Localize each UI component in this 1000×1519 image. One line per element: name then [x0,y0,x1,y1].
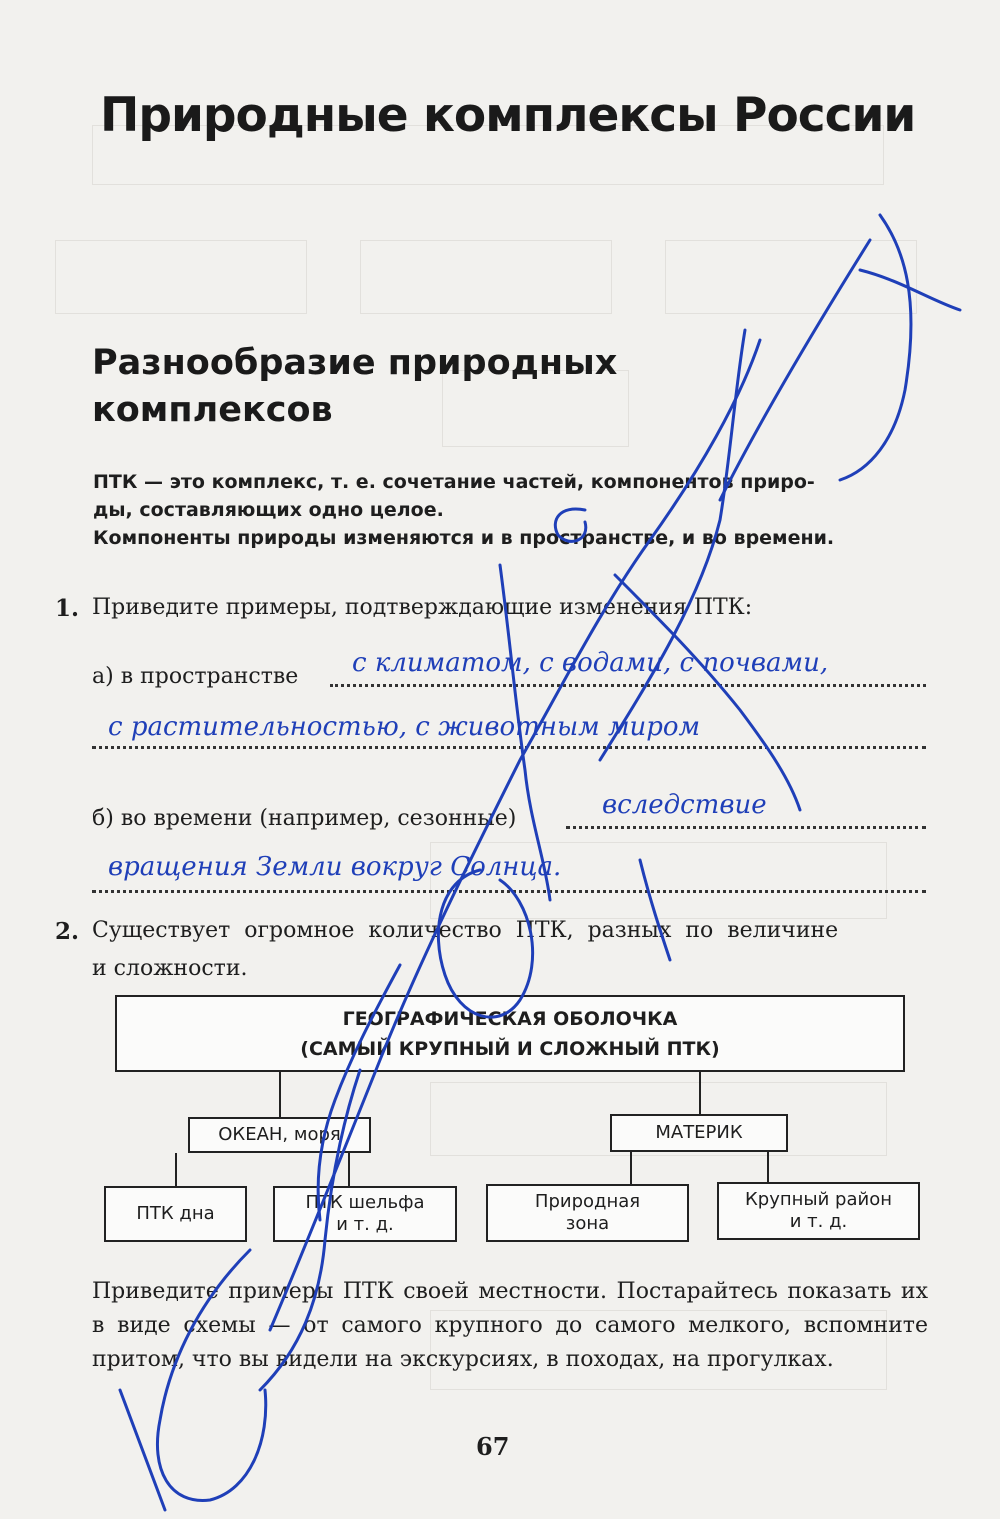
definition-line: ПТК — это комплекс, т. е. сочетание частей, компонентов приро- [93,471,815,493]
task-number: 2. [55,918,80,945]
ink-stroke [120,1390,165,1510]
page-number: 67 [476,1432,510,1461]
scheme-root-line2: (САМЫЙ КРУПНЫЙ И СЛОЖНЫЙ ПТК) [300,1037,720,1060]
handwritten-answer-a2: с растительностью, с животным миром [108,712,701,742]
section-title [92,340,617,434]
answer-line [92,746,926,749]
scheme-connector [175,1153,177,1186]
answer-a-label: а) в пространстве [92,664,299,689]
task2-instruction: Приведите примеры ПТК своей местности. Постарайтесь показать их в виде схемы — от самого крупного до самого мелкого, вспомните притом, что вы видели на экскурсиях, в походах, на прогулках. [92,1279,928,1372]
scheme-connector [348,1153,350,1186]
show-through-box [665,240,917,314]
definition-line: Компоненты природы изменяются и в пространстве, и во времени. [93,527,835,549]
task-number: 1. [55,595,80,622]
task-question: Существует огромное количество ПТК, разных по величине [92,918,839,943]
scheme-continent-box: МАТЕРИК [610,1114,788,1152]
scheme-root-line1: ГЕОГРАФИЧЕСКАЯ ОБОЛОЧКА [342,1007,678,1030]
answer-b-label: б) во времени (например, сезонные) [92,806,517,831]
show-through-box [360,240,612,314]
answer-line [330,684,926,687]
page-title: Природные комплексы России [100,88,916,143]
scheme-ocean-box: ОКЕАН, моря [188,1117,371,1153]
definition-line: ды, составляющих одно целое. [93,499,444,521]
scheme-connector [630,1152,632,1184]
scheme-leaf-box: Крупный район и т. д. [717,1182,920,1240]
handwritten-answer-b1: вследствие [602,790,767,820]
show-through-box [55,240,307,314]
scheme-root-box [115,995,905,1072]
scheme-leaf-box: ПТК дна [104,1186,247,1242]
section-title-line2: комплексов [92,390,333,430]
answer-line [566,826,926,829]
scheme-connector [699,1072,701,1114]
scheme-leaf-box: ПТК шельфа и т. д. [273,1186,457,1242]
scheme-connector [767,1152,769,1182]
task-question: Приведите примеры, подтверждающие изменения ПТК: [92,595,753,620]
handwritten-answer-a1: с климатом, с водами, с почвами, [352,648,829,678]
handwritten-answer-b2: вращения Земли вокруг Солнца. [108,852,562,882]
scheme-connector [279,1072,281,1117]
section-title-line1: Разнообразие природных [92,343,618,383]
scheme-leaf-box: Природная зона [486,1184,689,1242]
definition-block [93,468,933,552]
answer-line [92,890,926,893]
task-question-cont: и сложности. [92,956,248,981]
